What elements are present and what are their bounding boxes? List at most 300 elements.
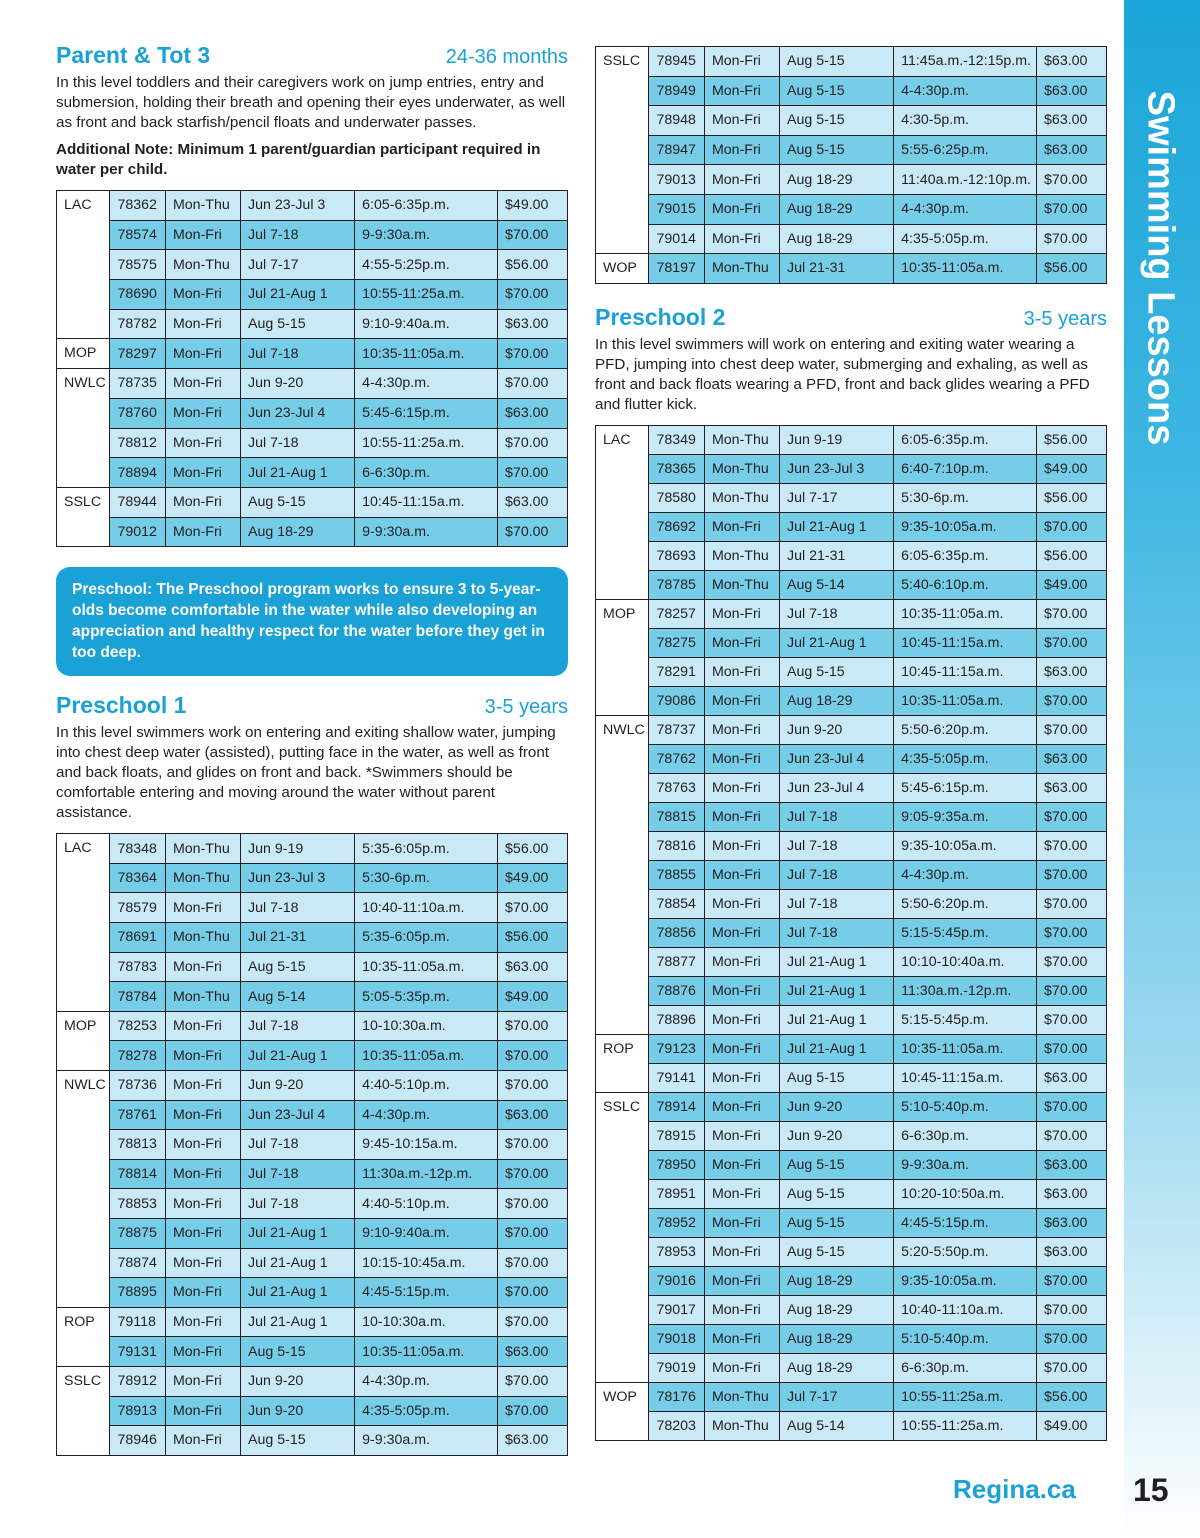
course-code-cell: 78949 (649, 76, 705, 106)
price-cell: $70.00 (498, 1396, 568, 1426)
course-code-cell: 78348 (110, 834, 166, 864)
dates-cell: Aug 5-15 (241, 952, 355, 982)
table-row (596, 715, 1107, 744)
time-cell: 10:35-11:05a.m. (894, 599, 1037, 628)
course-code-cell: 79118 (110, 1307, 166, 1337)
time-cell: 9-9:30a.m. (355, 517, 498, 547)
table-row (57, 458, 568, 488)
course-code-cell: 78853 (110, 1189, 166, 1219)
location-cell: WOP (596, 254, 649, 284)
price-cell: $70.00 (1037, 165, 1107, 195)
dates-cell: Jun 23-Jul 4 (241, 1100, 355, 1130)
page-number: 15 (1133, 1472, 1169, 1508)
course-code-cell: 78895 (110, 1278, 166, 1308)
time-cell: 4:40-5:10p.m. (355, 1189, 498, 1219)
time-cell: 10-10:30a.m. (355, 1307, 498, 1337)
table-row (596, 1382, 1107, 1411)
course-code-cell: 78691 (110, 923, 166, 953)
course-code-cell: 79013 (649, 165, 705, 195)
preschool1-header (56, 692, 568, 719)
days-cell: Mon-Fri (165, 1337, 240, 1367)
price-cell: $70.00 (498, 1307, 568, 1337)
time-cell: 6:05-6:35p.m. (894, 541, 1037, 570)
dates-cell: Jul 7-18 (780, 889, 894, 918)
preschool2-description: In this level swimmers will work on entering and exiting water wearing a PFD, jumping into chest deep water, submerging and exhaling, as well as front and back floats wearing a PFD, front and back glides wearing a PFD and flutter kick. (595, 335, 1090, 413)
time-cell: 5:20-5:50p.m. (894, 1237, 1037, 1266)
price-cell: $56.00 (498, 923, 568, 953)
table-row (57, 1100, 568, 1130)
table-row (57, 1130, 568, 1160)
course-code-cell: 79015 (649, 194, 705, 224)
table-row (57, 517, 568, 547)
time-cell: 10:40-11:10a.m. (894, 1295, 1037, 1324)
location-cell: NWLC (57, 1071, 110, 1308)
table-row (596, 570, 1107, 599)
days-cell: Mon-Fri (165, 893, 240, 923)
table-row (596, 483, 1107, 512)
dates-cell: Jun 9-20 (241, 1366, 355, 1396)
time-cell: 10:35-11:05a.m. (355, 1337, 498, 1367)
time-cell: 4:35-5:05p.m. (894, 224, 1037, 254)
price-cell: $70.00 (1037, 1295, 1107, 1324)
dates-cell: Jul 21-Aug 1 (780, 628, 894, 657)
table-row (57, 1307, 568, 1337)
table-row (596, 224, 1107, 254)
course-code-cell: 78950 (649, 1150, 705, 1179)
course-code-cell: 78784 (110, 982, 166, 1012)
dates-cell: Jun 9-20 (780, 1121, 894, 1150)
dates-cell: Aug 18-29 (780, 224, 894, 254)
days-cell: Mon-Fri (704, 773, 779, 802)
course-code-cell: 79086 (649, 686, 705, 715)
course-code-cell: 78915 (649, 1121, 705, 1150)
time-cell: 5:10-5:40p.m. (894, 1092, 1037, 1121)
table-row (57, 1248, 568, 1278)
table-row (596, 657, 1107, 686)
course-code-cell: 78813 (110, 1130, 166, 1160)
days-cell: Mon-Fri (165, 280, 240, 310)
time-cell: 5:30-6p.m. (355, 863, 498, 893)
table-row (596, 512, 1107, 541)
table-row (596, 1150, 1107, 1179)
course-code-cell: 78952 (649, 1208, 705, 1237)
location-cell: SSLC (57, 487, 110, 546)
time-cell: 5:10-5:40p.m. (894, 1324, 1037, 1353)
course-code-cell: 78812 (110, 428, 166, 458)
price-cell: $56.00 (498, 834, 568, 864)
dates-cell: Jul 7-18 (241, 428, 355, 458)
course-code-cell: 79014 (649, 224, 705, 254)
price-cell: $70.00 (498, 1366, 568, 1396)
table-row (596, 47, 1107, 77)
dates-cell: Aug 5-15 (241, 309, 355, 339)
time-cell: 4:40-5:10p.m. (355, 1071, 498, 1101)
time-cell: 5:15-5:45p.m. (894, 1005, 1037, 1034)
course-code-cell: 78875 (110, 1218, 166, 1248)
dates-cell: Jul 21-Aug 1 (241, 280, 355, 310)
table-row (596, 1295, 1107, 1324)
time-cell: 10:55-11:25a.m. (894, 1382, 1037, 1411)
days-cell: Mon-Thu (165, 863, 240, 893)
price-cell: $70.00 (498, 369, 568, 399)
table-row (57, 1071, 568, 1101)
days-cell: Mon-Fri (704, 628, 779, 657)
time-cell: 4-4:30p.m. (355, 1366, 498, 1396)
time-cell: 5:15-5:45p.m. (894, 918, 1037, 947)
price-cell: $49.00 (498, 982, 568, 1012)
time-cell: 4-4:30p.m. (894, 860, 1037, 889)
table-row (596, 1063, 1107, 1092)
dates-cell: Aug 5-15 (241, 487, 355, 517)
time-cell: 5:35-6:05p.m. (355, 923, 498, 953)
dates-cell: Jul 21-Aug 1 (780, 976, 894, 1005)
price-cell: $70.00 (1037, 194, 1107, 224)
days-cell: Mon-Fri (165, 309, 240, 339)
days-cell: Mon-Fri (165, 1041, 240, 1071)
price-cell: $70.00 (498, 1248, 568, 1278)
table-row (57, 1337, 568, 1367)
table-row (596, 744, 1107, 773)
price-cell: $56.00 (1037, 483, 1107, 512)
table-row (57, 309, 568, 339)
price-cell: $70.00 (1037, 715, 1107, 744)
time-cell: 10:45-11:15a.m. (894, 1063, 1037, 1092)
days-cell: Mon-Fri (704, 194, 779, 224)
footer-website[interactable]: Regina.ca (953, 1474, 1076, 1504)
location-cell: NWLC (596, 715, 649, 1034)
course-code-cell: 78197 (649, 254, 705, 284)
price-cell: $70.00 (498, 220, 568, 250)
price-cell: $70.00 (1037, 1092, 1107, 1121)
days-cell: Mon-Fri (165, 428, 240, 458)
dates-cell: Jun 9-20 (241, 1396, 355, 1426)
course-code-cell: 78816 (649, 831, 705, 860)
price-cell: $49.00 (1037, 454, 1107, 483)
course-code-cell: 78947 (649, 135, 705, 165)
location-cell: LAC (57, 834, 110, 1012)
time-cell: 4:30-5p.m. (894, 106, 1037, 136)
dates-cell: Jul 21-Aug 1 (780, 1034, 894, 1063)
time-cell: 9-9:30a.m. (894, 1150, 1037, 1179)
price-cell: $70.00 (498, 280, 568, 310)
table-row (57, 863, 568, 893)
table-row (57, 893, 568, 923)
price-cell: $70.00 (498, 339, 568, 369)
days-cell: Mon-Fri (165, 369, 240, 399)
dates-cell: Jul 7-18 (780, 860, 894, 889)
table-row (596, 686, 1107, 715)
time-cell: 10:35-11:05a.m. (894, 686, 1037, 715)
time-cell: 9-9:30a.m. (355, 220, 498, 250)
course-code-cell: 78948 (649, 106, 705, 136)
table-row (57, 191, 568, 221)
price-cell: $70.00 (498, 1011, 568, 1041)
price-cell: $70.00 (1037, 1324, 1107, 1353)
price-cell: $63.00 (1037, 1063, 1107, 1092)
days-cell: Mon-Fri (165, 1071, 240, 1101)
course-code-cell: 78735 (110, 369, 166, 399)
table-row (57, 1278, 568, 1308)
location-cell: WOP (596, 1382, 649, 1440)
dates-cell: Aug 5-14 (241, 982, 355, 1012)
time-cell: 11:45a.m.-12:15p.m. (894, 47, 1037, 77)
days-cell: Mon-Fri (704, 889, 779, 918)
time-cell: 5:50-6:20p.m. (894, 889, 1037, 918)
course-code-cell: 78737 (649, 715, 705, 744)
days-cell: Mon-Thu (165, 834, 240, 864)
table-row (57, 1396, 568, 1426)
course-code-cell: 78815 (649, 802, 705, 831)
dates-cell: Aug 18-29 (780, 686, 894, 715)
price-cell: $70.00 (498, 1159, 568, 1189)
days-cell: Mon-Fri (704, 1150, 779, 1179)
preschool1-title: Preschool 1 (56, 692, 187, 719)
table-row (596, 541, 1107, 570)
price-cell: $63.00 (1037, 657, 1107, 686)
location-cell: MOP (57, 1011, 110, 1070)
days-cell: Mon-Fri (165, 1100, 240, 1130)
days-cell: Mon-Fri (165, 1278, 240, 1308)
table-row (57, 1218, 568, 1248)
course-code-cell: 78575 (110, 250, 166, 280)
price-cell: $63.00 (1037, 106, 1107, 136)
dates-cell: Jul 21-Aug 1 (241, 1248, 355, 1278)
price-cell: $70.00 (1037, 1121, 1107, 1150)
time-cell: 11:30a.m.-12p.m. (894, 976, 1037, 1005)
location-cell: MOP (57, 339, 110, 369)
table-row (596, 1353, 1107, 1382)
days-cell: Mon-Fri (704, 106, 779, 136)
table-row (596, 1266, 1107, 1295)
course-code-cell: 78574 (110, 220, 166, 250)
dates-cell: Jul 21-Aug 1 (241, 1218, 355, 1248)
table-row (57, 923, 568, 953)
table-row (596, 194, 1107, 224)
course-code-cell: 78579 (110, 893, 166, 923)
days-cell: Mon-Fri (165, 1159, 240, 1189)
days-cell: Mon-Fri (704, 860, 779, 889)
days-cell: Mon-Fri (704, 1063, 779, 1092)
days-cell: Mon-Fri (165, 458, 240, 488)
course-code-cell: 78785 (649, 570, 705, 599)
dates-cell: Jul 21-Aug 1 (780, 947, 894, 976)
table-row (57, 398, 568, 428)
table-row (596, 599, 1107, 628)
course-code-cell: 78692 (649, 512, 705, 541)
price-cell: $70.00 (498, 1278, 568, 1308)
table-row (596, 165, 1107, 195)
preschool-info-box: Preschool: The Preschool program works to ensure 3 to 5-year-olds become comfortable in the water while also developing an appreciation and healthy respect for the water before they get in too deep. (56, 567, 568, 676)
time-cell: 10:55-11:25a.m. (355, 280, 498, 310)
left-column (56, 42, 568, 1456)
course-code-cell: 78814 (110, 1159, 166, 1189)
price-cell: $70.00 (1037, 947, 1107, 976)
time-cell: 9:10-9:40a.m. (355, 1218, 498, 1248)
course-code-cell: 78953 (649, 1237, 705, 1266)
days-cell: Mon-Fri (704, 135, 779, 165)
table-row (57, 220, 568, 250)
table-row (596, 860, 1107, 889)
dates-cell: Aug 5-15 (780, 1208, 894, 1237)
table-row (57, 1011, 568, 1041)
dates-cell: Jun 23-Jul 4 (780, 744, 894, 773)
time-cell: 6:05-6:35p.m. (894, 425, 1037, 454)
table-row (57, 369, 568, 399)
price-cell: $70.00 (1037, 1034, 1107, 1063)
time-cell: 4-4:30p.m. (355, 369, 498, 399)
course-code-cell: 78203 (649, 1411, 705, 1440)
course-code-cell: 79141 (649, 1063, 705, 1092)
dates-cell: Jul 7-18 (241, 1130, 355, 1160)
time-cell: 4:45-5:15p.m. (894, 1208, 1037, 1237)
dates-cell: Aug 5-15 (780, 76, 894, 106)
days-cell: Mon-Fri (704, 976, 779, 1005)
days-cell: Mon-Thu (165, 982, 240, 1012)
price-cell: $63.00 (498, 487, 568, 517)
dates-cell: Jul 21-Aug 1 (241, 1278, 355, 1308)
days-cell: Mon-Fri (165, 1130, 240, 1160)
dates-cell: Aug 18-29 (780, 1295, 894, 1324)
dates-cell: Aug 5-15 (780, 1063, 894, 1092)
course-code-cell: 78946 (110, 1426, 166, 1456)
price-cell: $70.00 (1037, 1005, 1107, 1034)
price-cell: $70.00 (1037, 1353, 1107, 1382)
price-cell: $63.00 (1037, 744, 1107, 773)
dates-cell: Aug 5-14 (780, 1411, 894, 1440)
days-cell: Mon-Fri (704, 1295, 779, 1324)
dates-cell: Aug 5-15 (780, 1179, 894, 1208)
time-cell: 10:45-11:15a.m. (894, 657, 1037, 686)
time-cell: 10:15-10:45a.m. (355, 1248, 498, 1278)
time-cell: 11:30a.m.-12p.m. (355, 1159, 498, 1189)
dates-cell: Aug 5-14 (780, 570, 894, 599)
time-cell: 6:40-7:10p.m. (894, 454, 1037, 483)
days-cell: Mon-Fri (704, 715, 779, 744)
days-cell: Mon-Fri (704, 1208, 779, 1237)
table-row (57, 1041, 568, 1071)
dates-cell: Jun 9-20 (241, 369, 355, 399)
time-cell: 5:40-6:10p.m. (894, 570, 1037, 599)
price-cell: $63.00 (1037, 47, 1107, 77)
days-cell: Mon-Fri (165, 398, 240, 428)
table-row (596, 1034, 1107, 1063)
days-cell: Mon-Fri (165, 1366, 240, 1396)
preschool1-schedule-table (56, 833, 568, 1455)
days-cell: Mon-Fri (704, 686, 779, 715)
price-cell: $63.00 (1037, 1150, 1107, 1179)
table-row (596, 1092, 1107, 1121)
course-code-cell: 79123 (649, 1034, 705, 1063)
course-code-cell: 78761 (110, 1100, 166, 1130)
days-cell: Mon-Thu (704, 483, 779, 512)
time-cell: 6-6:30p.m. (355, 458, 498, 488)
price-cell: $70.00 (1037, 889, 1107, 918)
time-cell: 9:05-9:35a.m. (894, 802, 1037, 831)
time-cell: 9-9:30a.m. (355, 1426, 498, 1456)
dates-cell: Jun 23-Jul 4 (780, 773, 894, 802)
days-cell: Mon-Fri (704, 1324, 779, 1353)
table-row (57, 952, 568, 982)
days-cell: Mon-Fri (704, 802, 779, 831)
course-code-cell: 78349 (649, 425, 705, 454)
table-row (596, 1411, 1107, 1440)
course-code-cell: 78783 (110, 952, 166, 982)
dates-cell: Jul 7-18 (241, 339, 355, 369)
time-cell: 10:55-11:25a.m. (355, 428, 498, 458)
price-cell: $56.00 (1037, 254, 1107, 284)
dates-cell: Aug 5-15 (780, 47, 894, 77)
dates-cell: Jul 7-18 (780, 802, 894, 831)
price-cell: $70.00 (498, 893, 568, 923)
table-row (57, 339, 568, 369)
days-cell: Mon-Fri (704, 1237, 779, 1266)
dates-cell: Jul 7-18 (241, 893, 355, 923)
price-cell: $49.00 (1037, 1411, 1107, 1440)
time-cell: 5:55-6:25p.m. (894, 135, 1037, 165)
table-row (596, 135, 1107, 165)
course-code-cell: 78693 (649, 541, 705, 570)
price-cell: $70.00 (498, 1041, 568, 1071)
time-cell: 5:50-6:20p.m. (894, 715, 1037, 744)
table-row (596, 976, 1107, 1005)
dates-cell: Jun 23-Jul 3 (241, 191, 355, 221)
price-cell: $63.00 (1037, 1237, 1107, 1266)
location-cell: SSLC (57, 1366, 110, 1455)
days-cell: Mon-Thu (165, 191, 240, 221)
course-code-cell: 78896 (649, 1005, 705, 1034)
table-row (57, 280, 568, 310)
course-code-cell: 79012 (110, 517, 166, 547)
dates-cell: Aug 5-15 (780, 1237, 894, 1266)
preschool2-schedule-table (595, 425, 1107, 1441)
table-row (596, 918, 1107, 947)
table-row (57, 1189, 568, 1219)
price-cell: $70.00 (498, 458, 568, 488)
course-code-cell: 78782 (110, 309, 166, 339)
days-cell: Mon-Fri (704, 165, 779, 195)
days-cell: Mon-Fri (704, 224, 779, 254)
dates-cell: Jul 7-17 (780, 1382, 894, 1411)
dates-cell: Jun 9-19 (241, 834, 355, 864)
dates-cell: Jul 21-31 (780, 541, 894, 570)
dates-cell: Jul 7-18 (780, 599, 894, 628)
price-cell: $49.00 (498, 863, 568, 893)
price-cell: $56.00 (1037, 1382, 1107, 1411)
days-cell: Mon-Fri (704, 1179, 779, 1208)
price-cell: $56.00 (1037, 541, 1107, 570)
time-cell: 6-6:30p.m. (894, 1121, 1037, 1150)
time-cell: 10:20-10:50a.m. (894, 1179, 1037, 1208)
days-cell: Mon-Fri (704, 76, 779, 106)
course-code-cell: 78760 (110, 398, 166, 428)
price-cell: $70.00 (1037, 802, 1107, 831)
days-cell: Mon-Fri (704, 657, 779, 686)
table-row (596, 254, 1107, 284)
time-cell: 6:05-6:35p.m. (355, 191, 498, 221)
price-cell: $70.00 (498, 428, 568, 458)
course-code-cell: 78257 (649, 599, 705, 628)
days-cell: Mon-Thu (704, 541, 779, 570)
course-code-cell: 78914 (649, 1092, 705, 1121)
dates-cell: Jul 21-Aug 1 (241, 1041, 355, 1071)
course-code-cell: 78763 (649, 773, 705, 802)
preschool1-description: In this level swimmers work on entering and exiting shallow water, jumping into chest deep water (assisted), putting face in the water, as well as front and back floats, and glides on front and back. *Swimmers should be comfortable entering and moving around the water without parent assistance. (56, 724, 556, 822)
course-code-cell: 78762 (649, 744, 705, 773)
price-cell: $63.00 (1037, 76, 1107, 106)
dates-cell: Jun 9-19 (780, 425, 894, 454)
days-cell: Mon-Fri (165, 1426, 240, 1456)
days-cell: Mon-Thu (165, 250, 240, 280)
